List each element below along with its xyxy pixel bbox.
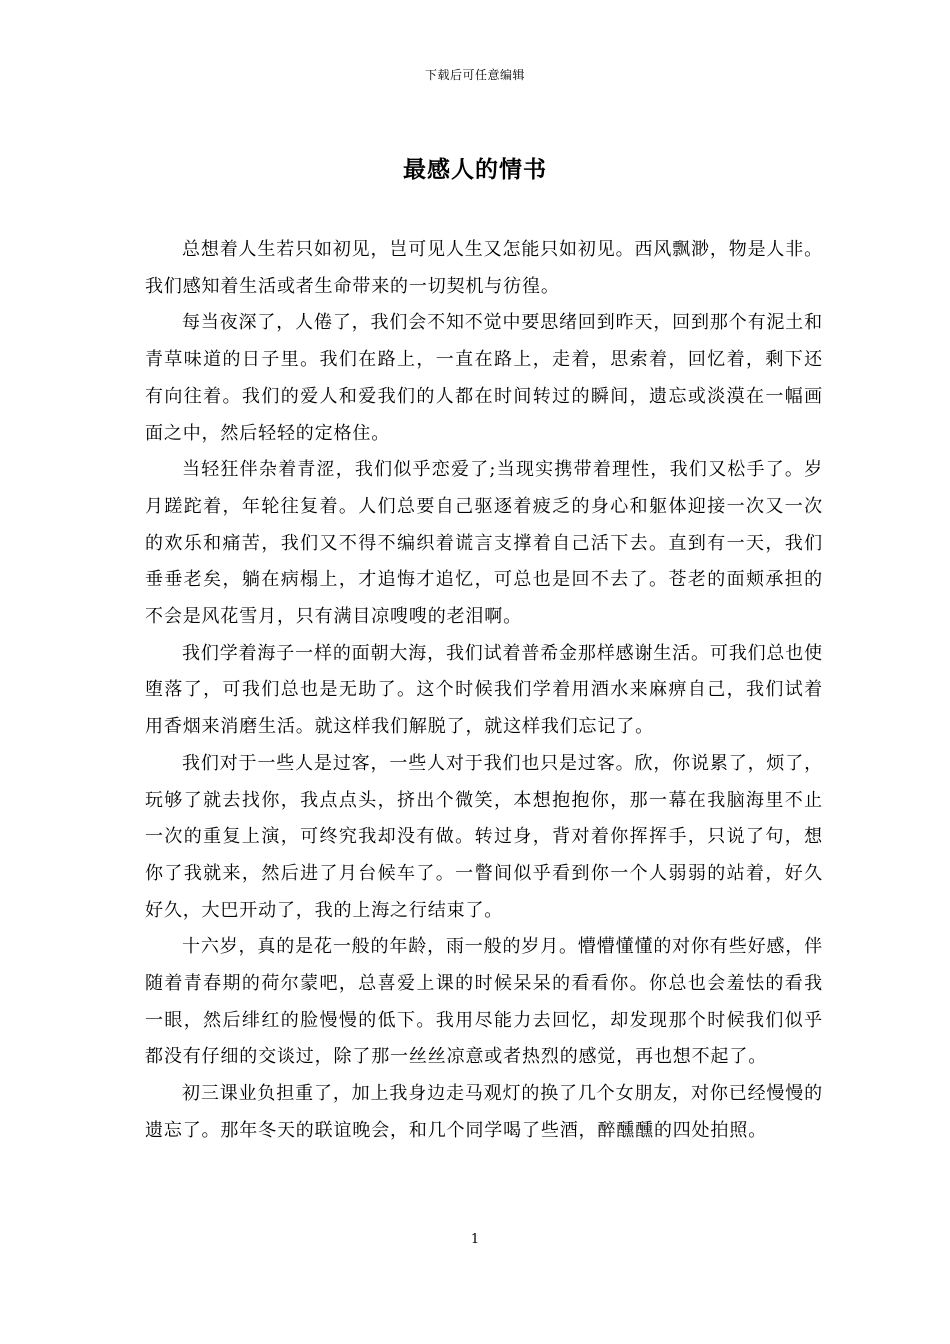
paragraph-1: 总想着人生若只如初见，岂可见人生又怎能只如初见。西风飘渺，物是人非。我们感知着生活或者生命带来的一切契机与彷徨。 <box>145 239 823 297</box>
page-number: 1 <box>470 1232 480 1247</box>
paragraph-5: 我们对于一些人是过客，一些人对于我们也只是过客。欣，你说累了，烦了，玩够了就去找你，我点点头，挤出个微笑，本想抱抱你，那一幕在我脑海里不止一次的重复上演，可终究我却没有做。转过身，背对着你挥挥手，只说了句，想你了我就来，然后进了月台候车了。一瞥间似乎看到你一个人弱弱的站着，好久好久，大巴开动了，我的上海之行结束了。 <box>145 752 823 921</box>
paragraph-7: 初三课业负担重了，加上我身边走马观灯的换了几个女朋友，对你已经慢慢的遗忘了。那年冬天的联谊晚会，和几个同学喝了些酒，醉醺醺的四处拍照。 <box>145 1083 823 1141</box>
paragraph-2: 每当夜深了，人倦了，我们会不知不觉中要思绪回到昨天，回到那个有泥土和青草味道的日子里。我们在路上，一直在路上，走着，思索着，回忆着，剩下还有向往着。我们的爱人和爱我们的人都在时间转过的瞬间，遗忘或淡漠在一幅画面之中，然后轻轻的定格住。 <box>145 312 823 444</box>
paragraph-4: 我们学着海子一样的面朝大海，我们试着普希金那样感谢生活。可我们总也使堕落了，可我们总也是无助了。这个时候我们学着用酒水来麻痹自己，我们试着用香烟来消磨生活。就这样我们解脱了，就这样我们忘记了。 <box>145 642 823 738</box>
page-header-note: 下载后可任意编辑 <box>424 68 525 82</box>
paragraph-3: 当轻狂伴杂着青涩，我们似乎恋爱了;当现实携带着理性，我们又松手了。岁月蹉跎着，年轮往复着。人们总要自己驱逐着疲乏的身心和躯体迎接一次又一次的欢乐和痛苦，我们又不得不编织着谎言支撑着自己活下去。直到有一天，我们垂垂老矣，躺在病榻上，才追悔才追忆，可总也是回不去了。苍老的面颊承担的不会是风花雪月，只有满目凉嗖嗖的老泪啊。 <box>145 459 823 628</box>
document-title: 最感人的情书 <box>403 156 547 183</box>
paragraph-6: 十六岁，真的是花一般的年龄，雨一般的岁月。懵懵懂懂的对你有些好感，伴随着青春期的荷尔蒙吧，总喜爱上课的时候呆呆的看看你。你总也会羞怯的看我一眼，然后绯红的脸慢慢的低下。我用尽能力去回忆，却发现那个时候我们似乎都没有仔细的交谈过，除了那一丝丝凉意或者热烈的感觉，再也想不起了。 <box>145 936 823 1068</box>
document-body <box>145 232 823 1150</box>
